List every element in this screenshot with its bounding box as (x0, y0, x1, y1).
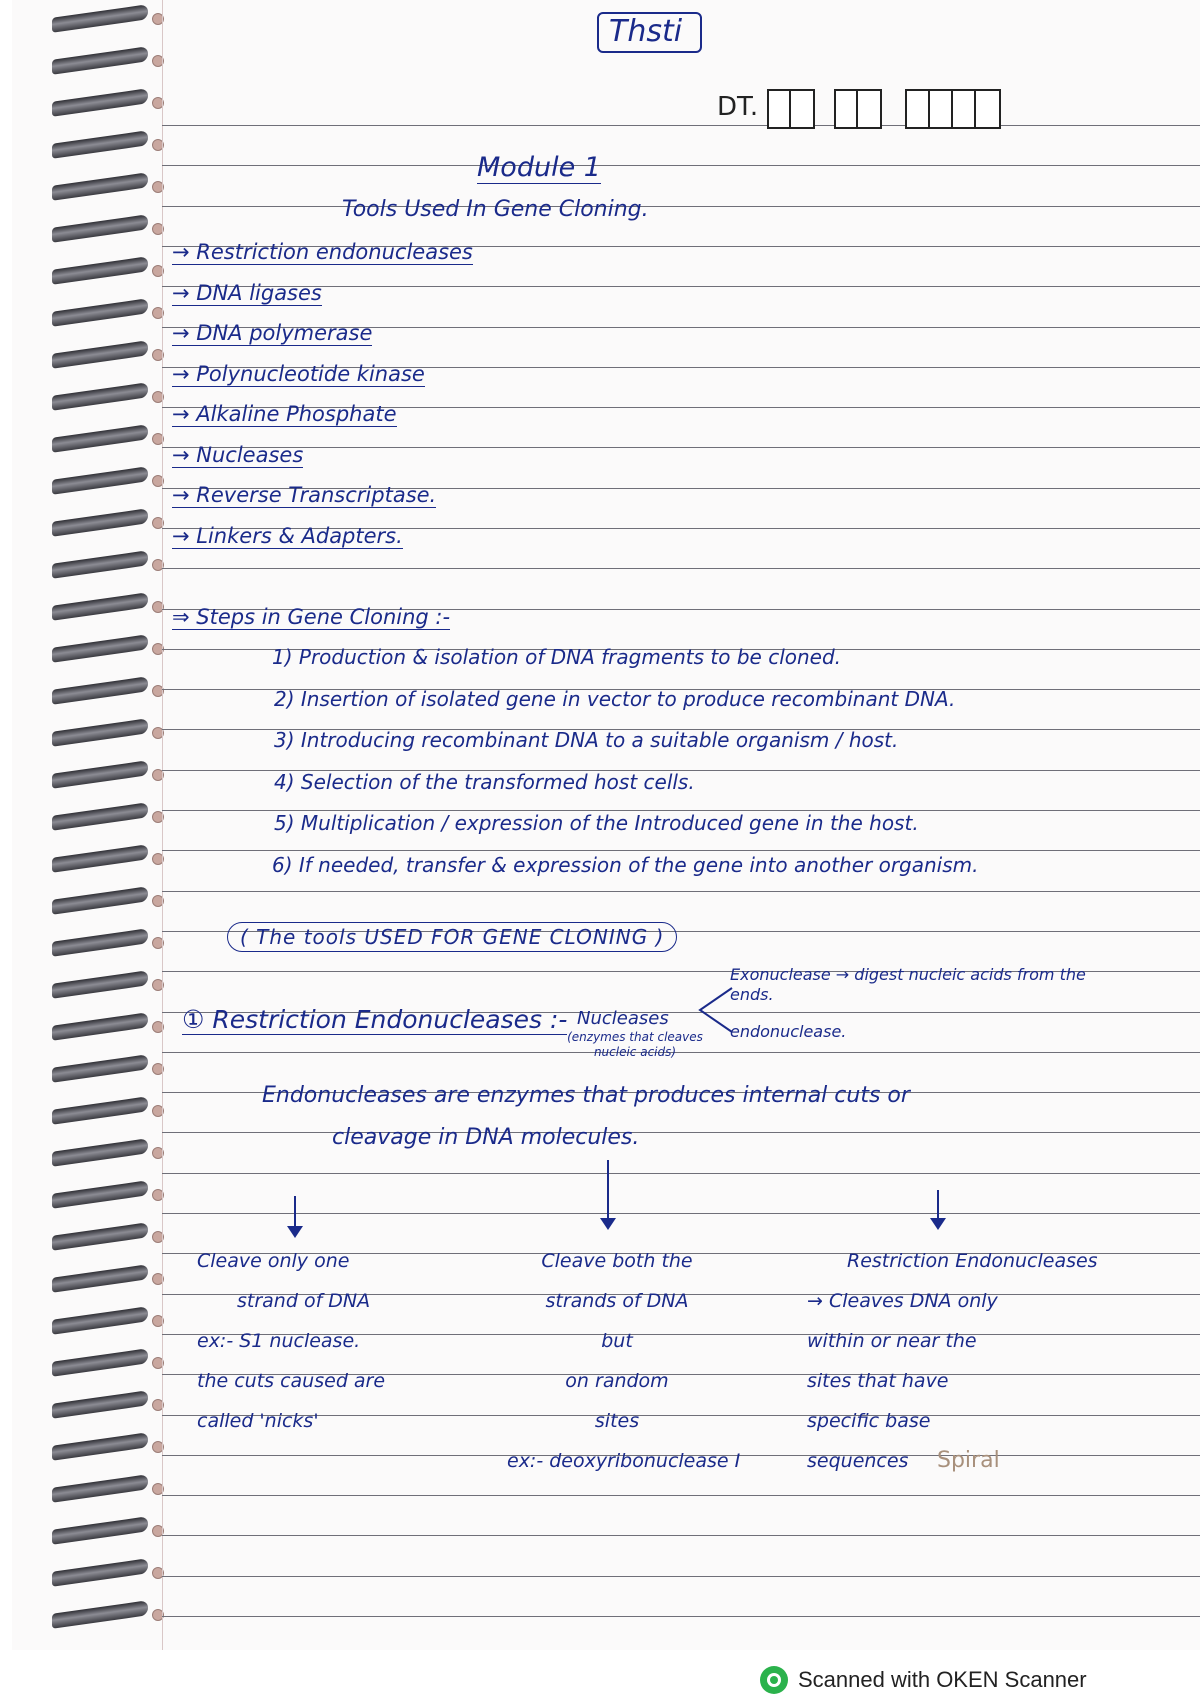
spiral-ring (52, 256, 148, 284)
branch-arrow-right (937, 1190, 939, 1228)
spiral-ring (52, 1348, 148, 1376)
ruled-line (162, 1213, 1200, 1214)
ruled-line (162, 850, 1200, 851)
spiral-coil (52, 722, 162, 744)
spiral-coil (52, 428, 162, 450)
page-margin-line (162, 0, 163, 1650)
ruled-line (162, 1616, 1200, 1617)
spiral-ring (52, 172, 148, 200)
spiral-coil (52, 1394, 162, 1416)
header-tag (597, 12, 702, 53)
spiral-ring (52, 1264, 148, 1292)
column-line: strands of DNA (545, 1290, 689, 1312)
spiral-ring (52, 1012, 148, 1040)
spiral-ring (52, 718, 148, 746)
spiral-coil (52, 1310, 162, 1332)
column-line: specific base (807, 1410, 931, 1432)
date-year-box (905, 89, 1001, 129)
date-month-box (834, 89, 882, 129)
header-tag-text: Thsti (609, 14, 683, 49)
spiral-ring (52, 508, 148, 536)
tool-item: → DNA ligases (172, 280, 322, 305)
spiral-ring (52, 634, 148, 662)
column-line: called 'nicks' (197, 1410, 319, 1432)
ruled-line (162, 1576, 1200, 1577)
step-item: 4) Selection of the transformed host cells. (274, 769, 695, 794)
spiral-ring (52, 466, 148, 494)
spiral-coil (52, 764, 162, 786)
endonuclease-definition-2: cleavage in DNA molecules. (332, 1125, 640, 1150)
column-line: the cuts caused are (197, 1370, 386, 1392)
spiral-ring (52, 46, 148, 74)
module-title: Module 1 (477, 152, 601, 183)
restriction-heading: ① Restriction Endonucleases :- (182, 1005, 568, 1034)
spiral-coil (52, 554, 162, 576)
ruled-line (162, 1132, 1200, 1133)
spiral-ring (52, 676, 148, 704)
spiral-coil (52, 1604, 162, 1626)
spiral-coil (52, 1226, 162, 1248)
spiral-coil (52, 344, 162, 366)
spiral-coil (52, 680, 162, 702)
tool-item: → Polynucleotide kinase (172, 361, 425, 386)
spiral-ring (52, 1096, 148, 1124)
oken-logo-icon (760, 1666, 788, 1694)
tool-item: → Nucleases (172, 442, 304, 467)
spiral-coil (52, 512, 162, 534)
spiral-binding (12, 0, 172, 1650)
spiral-coil (52, 218, 162, 240)
spiral-coil (52, 302, 162, 324)
spiral-coil (52, 470, 162, 492)
spiral-ring (52, 886, 148, 914)
column-line: sites that have (807, 1370, 949, 1392)
spiral-coil (52, 806, 162, 828)
spiral-coil (52, 848, 162, 870)
branch-arrow-left (294, 1196, 296, 1236)
spiral-ring (52, 550, 148, 578)
column-line: Restriction Endonucleases (847, 1250, 1098, 1272)
ruled-line (162, 447, 1200, 448)
scanner-watermark (760, 1665, 1087, 1695)
tool-item: → Restriction endonucleases (172, 240, 473, 264)
spiral-ring (52, 1432, 148, 1460)
column-line: but (601, 1330, 633, 1352)
ruled-line (162, 1495, 1200, 1496)
step-item: 5) Multiplication / expression of the Introduced gene in the host. (274, 811, 919, 835)
ruled-line (162, 206, 1200, 207)
spiral-coil (52, 1562, 162, 1584)
notebook-page (12, 0, 1200, 1650)
steps-heading: ⇒ Steps in Gene Cloning :- (172, 605, 451, 629)
ruled-line (162, 125, 1200, 126)
spiral-coil (52, 596, 162, 618)
spiral-coil (52, 638, 162, 660)
spiral-ring (52, 298, 148, 326)
tools-banner: ( The tools USED FOR GENE CLONING ) (227, 922, 677, 952)
column-line: ex:- deoxyribonuclease I (507, 1450, 741, 1472)
spiral-coil (52, 50, 162, 72)
ruled-line (162, 1173, 1200, 1174)
tool-item: → Alkaline Phosphate (172, 402, 397, 426)
column-line: Cleave both the (541, 1250, 693, 1272)
spiral-ring (52, 1474, 148, 1502)
spiral-ring (52, 1390, 148, 1418)
tool-item: → Linkers & Adapters. (172, 523, 403, 548)
nuclease-branch-arrow (692, 980, 737, 1040)
ruled-line (162, 891, 1200, 892)
spiral-ring (52, 1558, 148, 1586)
spiral-brand-stamp: Spiral (937, 1448, 1000, 1473)
spiral-ring (52, 1138, 148, 1166)
spiral-coil (52, 1478, 162, 1500)
spiral-coil (52, 8, 162, 30)
spiral-coil (52, 1436, 162, 1458)
step-item: 6) If needed, transfer & expression of the gene into another organism. (272, 852, 979, 877)
spiral-ring (52, 214, 148, 242)
spiral-ring (52, 88, 148, 116)
spiral-coil (52, 1520, 162, 1542)
column-line: on random (565, 1370, 669, 1392)
column-line: within or near the (807, 1330, 977, 1352)
ruled-line (162, 568, 1200, 569)
ruled-line (162, 165, 1200, 166)
module-subtitle: Tools Used In Gene Cloning. (342, 197, 649, 222)
spiral-coil (52, 1268, 162, 1290)
spiral-ring (52, 760, 148, 788)
nucleases-note: (enzymes that cleaves nucleic acids) (567, 1030, 703, 1059)
spiral-coil (52, 1058, 162, 1080)
column-line: sequences (807, 1450, 909, 1472)
spiral-ring (52, 130, 148, 158)
spiral-ring (52, 970, 148, 998)
spiral-coil (52, 386, 162, 408)
spiral-ring (52, 844, 148, 872)
spiral-coil (52, 134, 162, 156)
column-line: strand of DNA (237, 1290, 371, 1312)
column-line: ex:- S1 nuclease. (197, 1330, 361, 1352)
date-day-box (767, 89, 815, 129)
spiral-ring (52, 1180, 148, 1208)
spiral-ring (52, 928, 148, 956)
spiral-coil (52, 92, 162, 114)
exonuclease-note: Exonuclease → digest nucleic acids from the ends. (730, 965, 1086, 1004)
spiral-coil (52, 176, 162, 198)
spiral-coil (52, 1184, 162, 1206)
column-line: Cleave only one (197, 1250, 350, 1272)
spiral-coil (52, 1100, 162, 1122)
spiral-coil (52, 974, 162, 996)
endonuclease-definition-1: Endonucleases are enzymes that produces internal cuts or (262, 1083, 910, 1108)
spiral-ring (52, 340, 148, 368)
spiral-ring (52, 1516, 148, 1544)
spiral-ring (52, 1600, 148, 1628)
date-label: DT. (717, 92, 759, 122)
spiral-ring (52, 1306, 148, 1334)
step-item: 1) Production & isolation of DNA fragments to be cloned. (272, 645, 842, 669)
spiral-ring (52, 802, 148, 830)
nucleases-label: Nucleases (577, 1008, 669, 1029)
step-item: 2) Insertion of isolated gene in vector to produce recombinant DNA. (274, 686, 956, 711)
scanner-label: Scanned with OKEN Scanner (798, 1667, 1087, 1692)
spiral-ring (52, 592, 148, 620)
ruled-line (162, 1535, 1200, 1536)
spiral-ring (52, 382, 148, 410)
spiral-coil (52, 260, 162, 282)
spiral-coil (52, 1352, 162, 1374)
spiral-coil (52, 1016, 162, 1038)
column-line: sites (594, 1410, 640, 1432)
branch-arrow-center (607, 1160, 609, 1228)
spiral-ring (52, 1054, 148, 1082)
spiral-coil (52, 932, 162, 954)
tool-item: → DNA polymerase (172, 321, 373, 345)
column-line: → Cleaves DNA only (807, 1290, 998, 1312)
spiral-coil (52, 1142, 162, 1164)
spiral-ring (52, 1222, 148, 1250)
step-item: 3) Introducing recombinant DNA to a suitable organism / host. (274, 728, 899, 752)
endonuclease-label: endonuclease. (730, 1022, 847, 1041)
spiral-coil (52, 890, 162, 912)
tool-item: → Reverse Transcriptase. (172, 483, 437, 507)
spiral-ring (52, 4, 148, 32)
spiral-ring (52, 424, 148, 452)
